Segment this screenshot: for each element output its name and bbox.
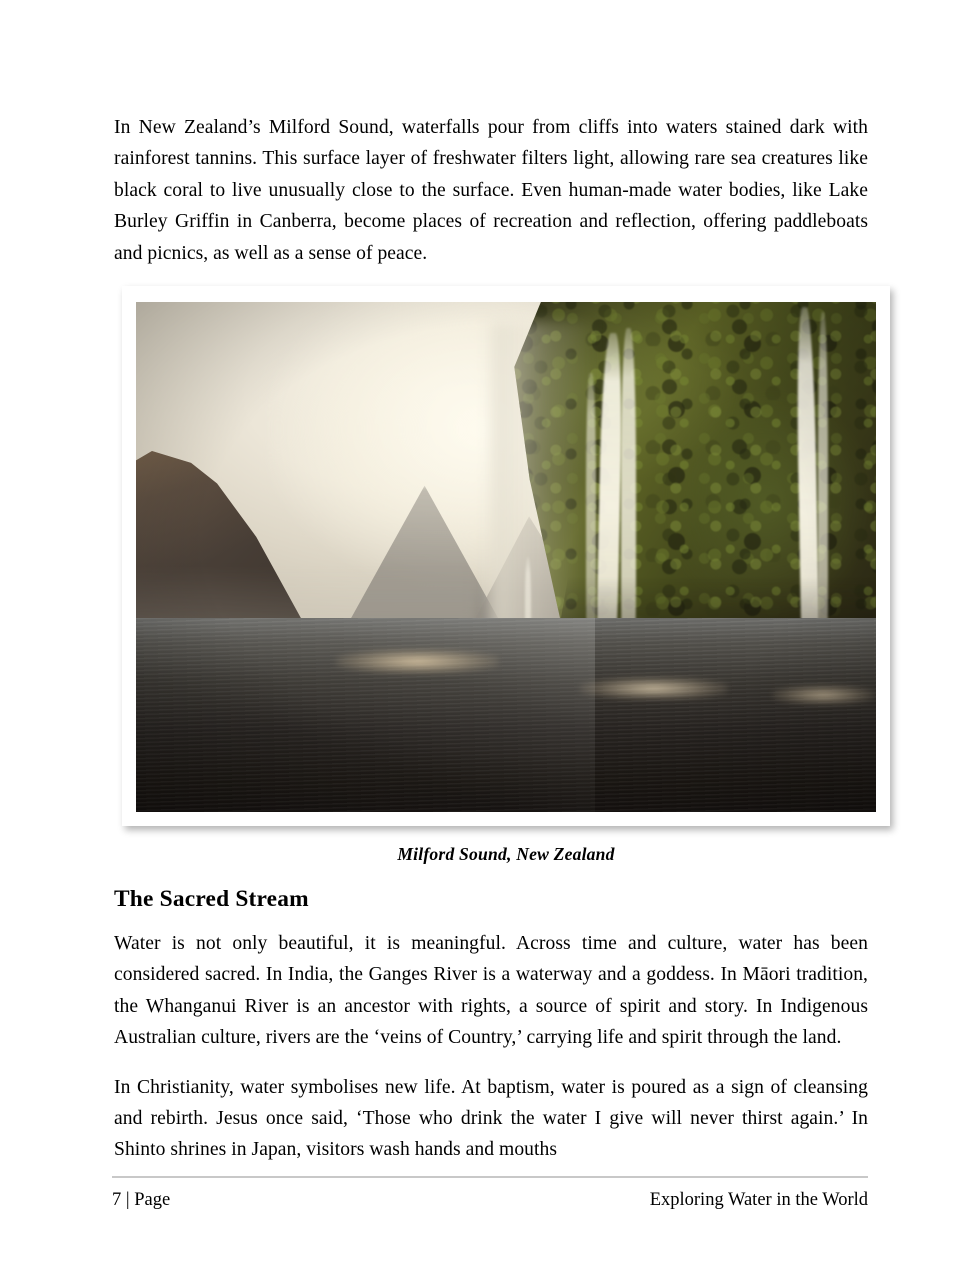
paragraph-sacred-1: Water is not only beautiful, it is meaningful. Across time and culture, water has been considered sacred. In India, the Ganges River is a waterway and a goddess. In Māori tradition, the Whanganui River is an ancestor with rights, a source of spirit and story. In Indigenous Australian culture, rivers are the ‘veins of Country,’ carrying life and spirit through the land. — [114, 933, 868, 1049]
footer-running-title: Exploring Water in the World — [649, 1190, 868, 1210]
paragraph-intro: In New Zealand’s Milford Sound, waterfalls pour from cliffs into waters stained dark with rainforest tannins. This surface layer of freshwater filters light, allowing rare sea creatures like black coral to live unusually close to the surface. Even human-made water bodies, like Lake Burley Griffin in Canberra, become places of recreation and reflection, offering paddleboats and picnics, as well as a sense of peace. — [114, 117, 868, 264]
paragraph-sacred-2: In Christianity, water symbolises new life. At baptism, water is poured as a sign of cleansing and rebirth. Jesus once said, ‘Those who drink the water I give will never thirst again.’ In Shinto shrines in Japan, visitors wash hands and mouths — [114, 1076, 868, 1161]
footer-page-number: 7 | Page — [112, 1190, 171, 1210]
page-footer — [112, 1176, 868, 1213]
photo-frame — [122, 286, 890, 826]
footer-row — [112, 1187, 868, 1213]
figure-milford-sound — [122, 286, 890, 864]
intro-text-block — [114, 112, 868, 269]
section-heading-sacred-stream: The Sacred Stream — [114, 886, 309, 912]
figure-caption: Milford Sound, New Zealand — [397, 844, 615, 864]
footer-divider — [112, 1176, 868, 1178]
photo-vignette — [136, 302, 876, 812]
photo-milford-sound — [136, 302, 876, 812]
sacred-stream-section — [114, 884, 868, 1166]
